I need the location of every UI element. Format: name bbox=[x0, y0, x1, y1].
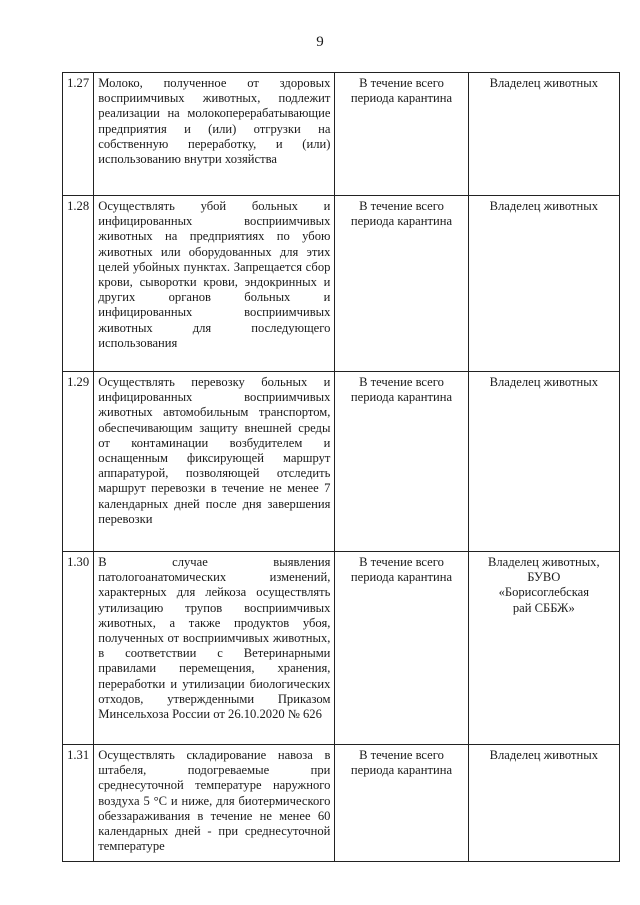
table-row bbox=[63, 745, 620, 862]
responsible-line: Владелец животных bbox=[489, 375, 599, 389]
measure-description: Осуществлять убой больных и инфицированных восприимчивых животных на предприятиях по убою животных или оборудованных для этих целей убойных пунктах. Запрещается сбор крови, сыворотки крови, эндокринных и других органов больных и инфицированных восприимчивых животных для последующего использования bbox=[94, 196, 335, 372]
responsible-line: БУВО bbox=[527, 570, 561, 585]
measure-description: В случае выявления патологоанатомических изменений, характерных для лейкоза осуществлять утилизацию трупов восприимчивых животных, а также продуктов убоя, полученных от восприимчивых животных, в соответствии с Ветеринарными правилами перемещения, хранения, переработки и утилизации биологических отходов, утвержденными Приказом Минсельхоза России от 26.10.2020 № 626 bbox=[94, 552, 335, 745]
responsible-party bbox=[468, 552, 619, 745]
item-number: 1.28 bbox=[63, 196, 94, 372]
measure-description: Молоко, полученное от здоровых восприимчивых животных, подлежит реализации на молокоперерабатывающие предприятия и (или) отгрузки на собственную переработку, и (или) использованию внутри хозяйства bbox=[94, 73, 335, 196]
table-row bbox=[63, 372, 620, 552]
responsible-line: рай СББЖ» bbox=[512, 600, 575, 615]
page-number: 9 bbox=[316, 34, 324, 50]
responsible-line: Владелец животных bbox=[489, 199, 599, 213]
responsible-party bbox=[468, 73, 619, 196]
table-row bbox=[63, 73, 620, 196]
execution-term: В течение всего периода карантина bbox=[335, 552, 468, 745]
execution-term: В течение всего периода карантина bbox=[335, 196, 468, 372]
responsible-party bbox=[468, 372, 619, 552]
item-number: 1.30 bbox=[63, 552, 94, 745]
responsible-party bbox=[468, 196, 619, 372]
responsible-party bbox=[468, 745, 619, 862]
execution-term: В течение всего периода карантина bbox=[335, 73, 468, 196]
execution-term: В течение всего периода карантина bbox=[335, 372, 468, 552]
table-row bbox=[63, 196, 620, 372]
item-number: 1.31 bbox=[63, 745, 94, 862]
measure-description: Осуществлять перевозку больных и инфицированных восприимчивых животных автомобильным транспортом, обеспечивающим защиту внешней среды от контаминации возбудителем и оснащенным фиксирующей маршрут аппаратурой, позволяющей отследить маршрут перевозки в течение не менее 7 календарных дней после дня завершения перевозки bbox=[94, 372, 335, 552]
item-number: 1.27 bbox=[63, 73, 94, 196]
measure-description: Осуществлять складирование навоза в штабеля, подогреваемые при среднесуточной температуре наружного воздуха 5 °С и ниже, для биотермического обеззараживания в течение не менее 60 календарных дней - при среднесуточной температуре bbox=[94, 745, 335, 862]
execution-term: В течение всего периода карантина bbox=[335, 745, 468, 862]
responsible-line: Владелец животных bbox=[489, 748, 599, 762]
responsible-line: «Борисоглебская bbox=[498, 585, 590, 600]
item-number: 1.29 bbox=[63, 372, 94, 552]
measures-table bbox=[62, 72, 620, 862]
table-row bbox=[63, 552, 620, 745]
responsible-line: Владелец животных bbox=[489, 76, 599, 90]
responsible-line: Владелец животных, bbox=[487, 555, 600, 569]
